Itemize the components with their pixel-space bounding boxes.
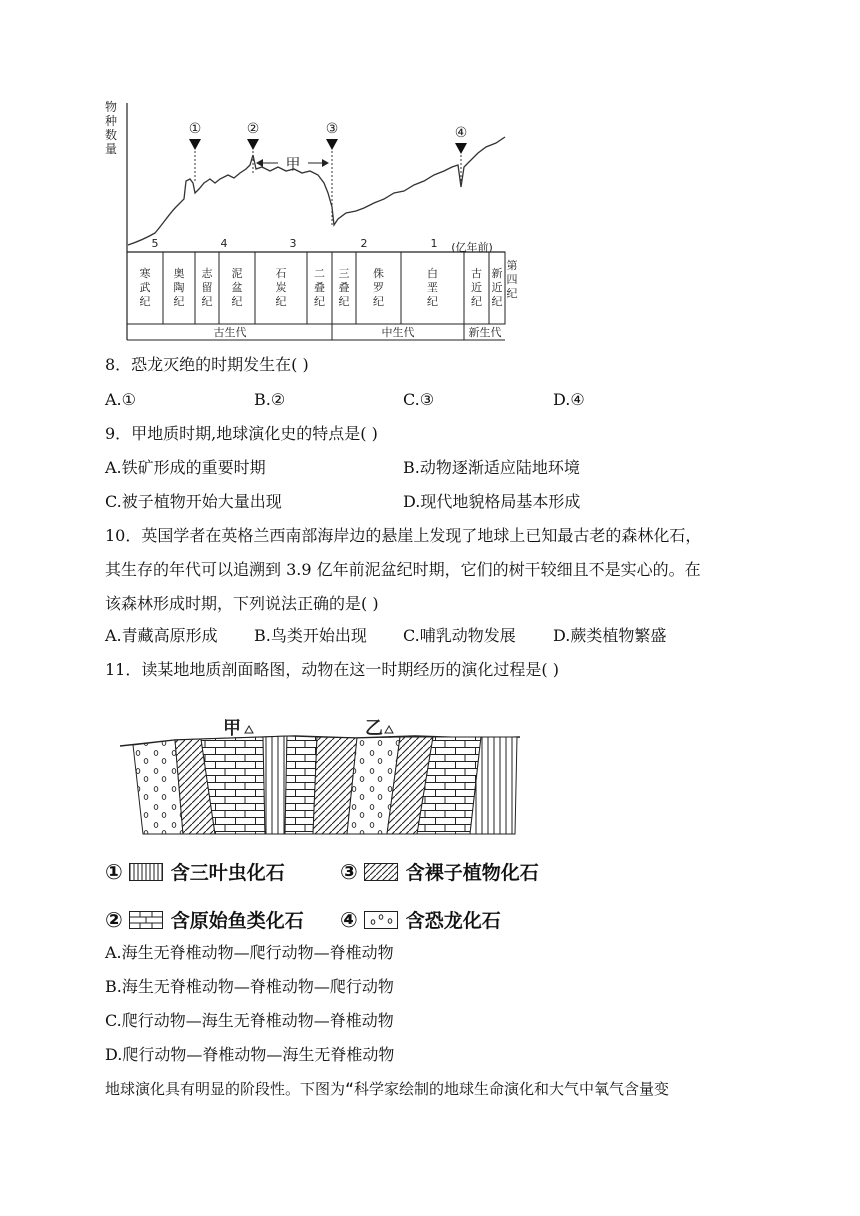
period-label-char: 炭 [275, 281, 287, 294]
era-label: 古生代 [213, 326, 247, 339]
svg-text:③: ③ [325, 121, 339, 137]
question-11-stem: 11．读某地地质剖面略图，动物在这一时期经历的演化过程是( ) [105, 660, 559, 679]
period-label-char: 叠 [314, 281, 325, 294]
legend-item-dinosaur [340, 906, 501, 933]
y-axis-label [105, 99, 117, 156]
svg-text:1: 1 [430, 237, 438, 250]
y-label-char: 物 [105, 100, 118, 114]
period-label-char: 纪 [314, 295, 325, 308]
q11-option-c[interactable]: C.爬行动物—海生无脊椎动物—脊椎动物 [105, 1011, 394, 1030]
species-evolution-figure [100, 95, 520, 350]
period-label-char: 二 [314, 267, 325, 280]
q8-option-b[interactable]: B.② [254, 390, 286, 409]
triangle-icon [245, 726, 253, 733]
q8-option-c[interactable]: C.③ [403, 390, 435, 409]
period-label-char: 纪 [338, 295, 350, 308]
period-label-char: 留 [201, 281, 213, 294]
question-10-line: 该森林形成时期，下列说法正确的是( ) [105, 594, 379, 613]
legend-item-trilobite [105, 858, 285, 885]
question-10-line: 10．英国学者在英格兰西南部海岸边的悬崖上发现了地球上已知最古老的森林化石， [105, 526, 702, 545]
period-label-char: 纪 [427, 295, 438, 308]
period-label-char: 盆 [231, 281, 243, 294]
geologic-section-figure [115, 712, 525, 847]
svg-text:2: 2 [360, 237, 368, 250]
period-label-char: 奥 [173, 267, 185, 280]
period-label-char: 白 [427, 267, 438, 280]
q9-option-a[interactable]: A.铁矿形成的重要时期 [105, 458, 266, 477]
q10-option-b[interactable]: B.鸟类开始出现 [254, 626, 367, 645]
period-label-char: 志 [201, 267, 213, 280]
period-label-char: 罗 [373, 281, 384, 294]
period-label-char: 寒 [139, 267, 151, 280]
question-9-stem: 9．甲地质时期,地球演化史的特点是( ) [105, 424, 378, 443]
period-label-char: 垩 [427, 281, 438, 294]
q11-option-b[interactable]: B.海生无脊椎动物—脊椎动物—爬行动物 [105, 977, 394, 996]
period-label-char: 新 [491, 267, 503, 280]
marker-4 [455, 125, 468, 185]
legend-label: 含原始鱼类化石 [170, 910, 304, 932]
svg-text:甲: 甲 [285, 155, 301, 173]
q10-option-c[interactable]: C.哺乳动物发展 [403, 626, 516, 645]
trilobite-pattern-icon [129, 863, 163, 881]
fish-pattern-icon [129, 911, 163, 929]
period-label-char: 纪 [373, 295, 384, 308]
svg-text:4: 4 [220, 237, 228, 250]
stratum-dinosaur [133, 740, 183, 834]
legend-label: 含三叶虫化石 [170, 862, 285, 884]
period-label-char: 三 [338, 267, 350, 280]
period-label-char: 纪 [173, 295, 185, 308]
legend-number: ④ [340, 907, 358, 932]
stratum-trilobite [263, 736, 287, 834]
period-label-char: 近 [471, 281, 482, 294]
q9-option-b[interactable]: B.动物逐渐适应陆地环境 [403, 458, 580, 477]
period-label-char: 侏 [373, 267, 384, 280]
question-10-line: 其生存的年代可以追溯到 3.9 亿年前泥盆纪时期，它们的树干较细且不是实心的。在 [105, 560, 701, 579]
legend-number: ① [105, 859, 123, 884]
q10-option-d[interactable]: D.蕨类植物繁盛 [553, 626, 667, 645]
svg-text:5: 5 [151, 237, 159, 250]
legend-number: ② [105, 907, 123, 932]
q11-option-d[interactable]: D.爬行动物—脊椎动物—海生无脊椎动物 [105, 1045, 395, 1064]
period-label-char: 叠 [338, 281, 350, 294]
q11-option-a[interactable]: A.海生无脊椎动物—爬行动物—脊椎动物 [105, 943, 394, 962]
marker-1 [189, 121, 202, 183]
legend-label: 含恐龙化石 [405, 910, 501, 932]
site-label-jia: 甲 [223, 718, 241, 739]
jia-period-arrow [256, 155, 329, 173]
period-table [127, 252, 518, 340]
q8-option-a[interactable]: A.① [105, 390, 136, 409]
period-label-char: 陶 [173, 281, 185, 294]
gymnosperm-pattern-icon [364, 863, 398, 881]
period-label-char: 泥 [231, 267, 243, 280]
period-label-char: 第 [506, 259, 518, 272]
era-label: 新生代 [468, 326, 502, 339]
y-label-char: 量 [105, 142, 118, 156]
question-8-stem: 8．恐龙灭绝的时期发生在( ) [105, 355, 309, 374]
site-label-yi: 乙 [365, 718, 383, 739]
legend-item-gymnosperm [340, 858, 539, 885]
legend-label: 含裸子植物化石 [405, 862, 539, 884]
svg-text:3: 3 [289, 237, 297, 250]
q9-option-d[interactable]: D.现代地貌格局基本形成 [403, 492, 581, 511]
period-label-char: 石 [275, 267, 287, 280]
period-label-char: 古 [471, 267, 482, 280]
svg-text:①: ① [188, 121, 202, 137]
period-label-char: 纪 [139, 295, 151, 308]
period-label-char: 纪 [275, 295, 287, 308]
stratum-fish [285, 736, 317, 834]
period-label-char: 纪 [471, 295, 482, 308]
period-label-char: 纪 [201, 295, 213, 308]
species-curve [128, 137, 505, 245]
period-label-char: 纪 [231, 295, 243, 308]
svg-text:②: ② [246, 121, 260, 137]
intro-paragraph: 地球演化具有明显的阶段性。下图为“科学家绘制的地球生命演化和大气中氧气含量变 [105, 1080, 670, 1098]
period-label-char: 武 [139, 281, 151, 294]
svg-text:④: ④ [454, 125, 468, 141]
era-label: 中生代 [381, 326, 415, 339]
period-label-char: 纪 [506, 287, 518, 300]
legend-number: ③ [340, 859, 358, 884]
q8-option-d[interactable]: D.④ [553, 390, 585, 409]
y-label-char: 种 [105, 114, 118, 128]
q10-option-a[interactable]: A.青藏高原形成 [105, 626, 218, 645]
dinosaur-pattern-icon [364, 911, 398, 929]
y-label-char: 数 [105, 128, 118, 142]
legend-item-fish [105, 906, 304, 933]
triangle-icon [385, 726, 393, 733]
period-label-char: 纪 [491, 295, 503, 308]
period-label-char: 四 [506, 273, 518, 286]
svg-text:(亿年前): (亿年前) [451, 241, 493, 254]
period-label-char: 近 [491, 281, 503, 294]
marker-2 [247, 121, 260, 173]
q9-option-c[interactable]: C.被子植物开始大量出现 [105, 492, 282, 511]
